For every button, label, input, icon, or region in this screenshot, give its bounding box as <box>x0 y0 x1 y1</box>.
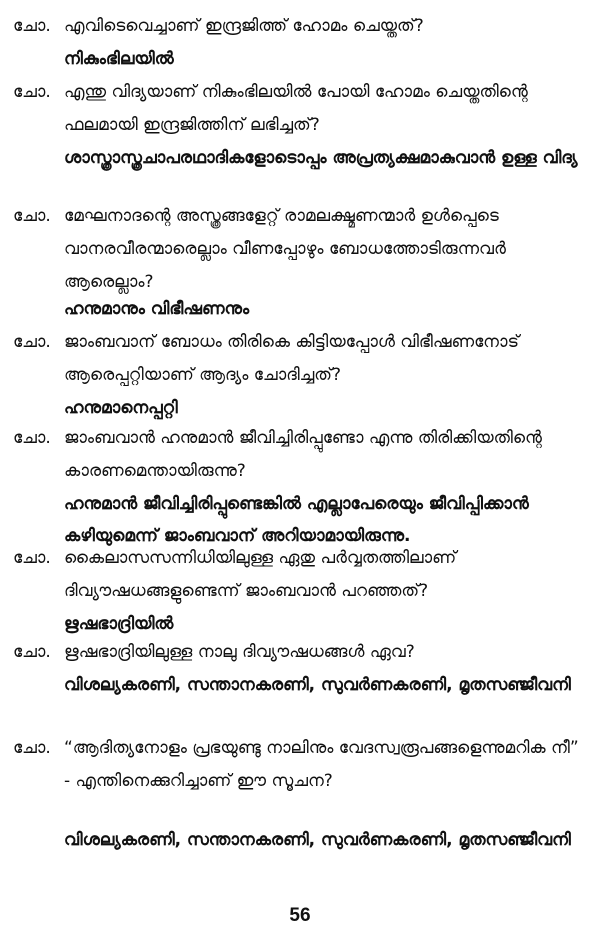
question-label: ചോ. <box>13 82 51 102</box>
question-text: മേഘനാദന്റെ അസ്ത്രങ്ങളേറ്റ് രാമലക്ഷ്മണന്മാർ ഉൾപ്പെടെ വാനരവീരന്മാരെല്ലാം വീണപ്പോഴും ബോധത്തോടിരുന്നവർ ആരെല്ലാം? <box>64 206 506 292</box>
question-text: ജാംബവാൻ ഹനുമാൻ ജീവിച്ചിരിപ്പുണ്ടോ എന്നു തിരിക്കിയതിന്റെ കാരണമെന്തായിരുന്നു? <box>64 428 542 481</box>
question-label: ചോ. <box>13 428 51 448</box>
answer-text: ഋഷഭാദ്രിയിൽ <box>64 614 174 634</box>
question-text: കൈലാസസന്നിധിയിലുള്ള ഏതു പർവ്വതത്തിലാണ് ദിവ്യൗഷധങ്ങളുണ്ടെന്ന് ജാംബവാൻ പറഞ്ഞത്? <box>64 548 457 601</box>
question-text: ജാംബവാന് ബോധം തിരികെ കിട്ടിയപ്പോൾ വിഭീഷണനോട് ആരെപ്പറ്റിയാണ് ആദ്യം ചോദിച്ചത്? <box>64 332 520 385</box>
question-text: ഋഷഭാദ്രിയിലുള്ള നാലു ദിവ്യൗഷധങ്ങൾ ഏവ? <box>64 642 415 662</box>
answer-text: ഹനുമാനും വിഭീഷണനും <box>64 299 250 319</box>
answer-text: ഹനുമാൻ ജീവിച്ചിരിപ്പുണ്ടെങ്കിൽ എല്ലാപേരെയും ജീവിപ്പിക്കാൻ കഴിയുമെന്ന് ജാംബവാന് അറിയാമായിരുന്നു. <box>64 494 529 546</box>
answer-text: നികുംഭിലയിൽ <box>64 49 174 69</box>
question-text: “ആദിത്യനോളം പ്രഭയുണ്ടു നാലിനും വേദസ്വരൂപങ്ങളെന്നുമറിക നീ” - എന്തിനെക്കുറിച്ചാണ് ഈ സൂചന? <box>64 738 579 791</box>
answer-text: വിശല്യകരണി, സന്താനകരണി, സുവർണകരണി, മൃതസഞ്ജീവനി <box>64 675 571 695</box>
answer-text: വിശല്യകരണി, സന്താനകരണി, സുവർണകരണി, മൃതസഞ്ജീവനി <box>64 830 571 850</box>
question-text: എവിടെവെച്ചാണ് ഇന്ദ്രജിത്ത് ഹോമം ചെയ്തത്? <box>64 16 424 36</box>
page-number: 56 <box>289 905 311 926</box>
answer-text: ശാസ്ത്രാസ്ത്രചാപരഥാദികളോടൊപ്പം അപ്രത്യക്ഷമാകുവാൻ ഉള്ള വിദ്യ <box>64 148 578 168</box>
question-label: ചോ. <box>13 642 51 662</box>
question-label: ചോ. <box>13 332 51 352</box>
question-label: ചോ. <box>13 206 51 226</box>
question-text: എന്തു വിദ്യയാണ് നികുംഭിലയിൽ പോയി ഹോമം ചെയ്തതിന്റെ ഫലമായി ഇന്ദ്രജിത്തിന് ലഭിച്ചത്? <box>64 82 528 135</box>
question-label: ചോ. <box>13 16 51 36</box>
answer-text: ഹനുമാനെപ്പറ്റി <box>64 398 178 418</box>
question-label: ചോ. <box>13 738 51 758</box>
question-label: ചോ. <box>13 548 51 568</box>
